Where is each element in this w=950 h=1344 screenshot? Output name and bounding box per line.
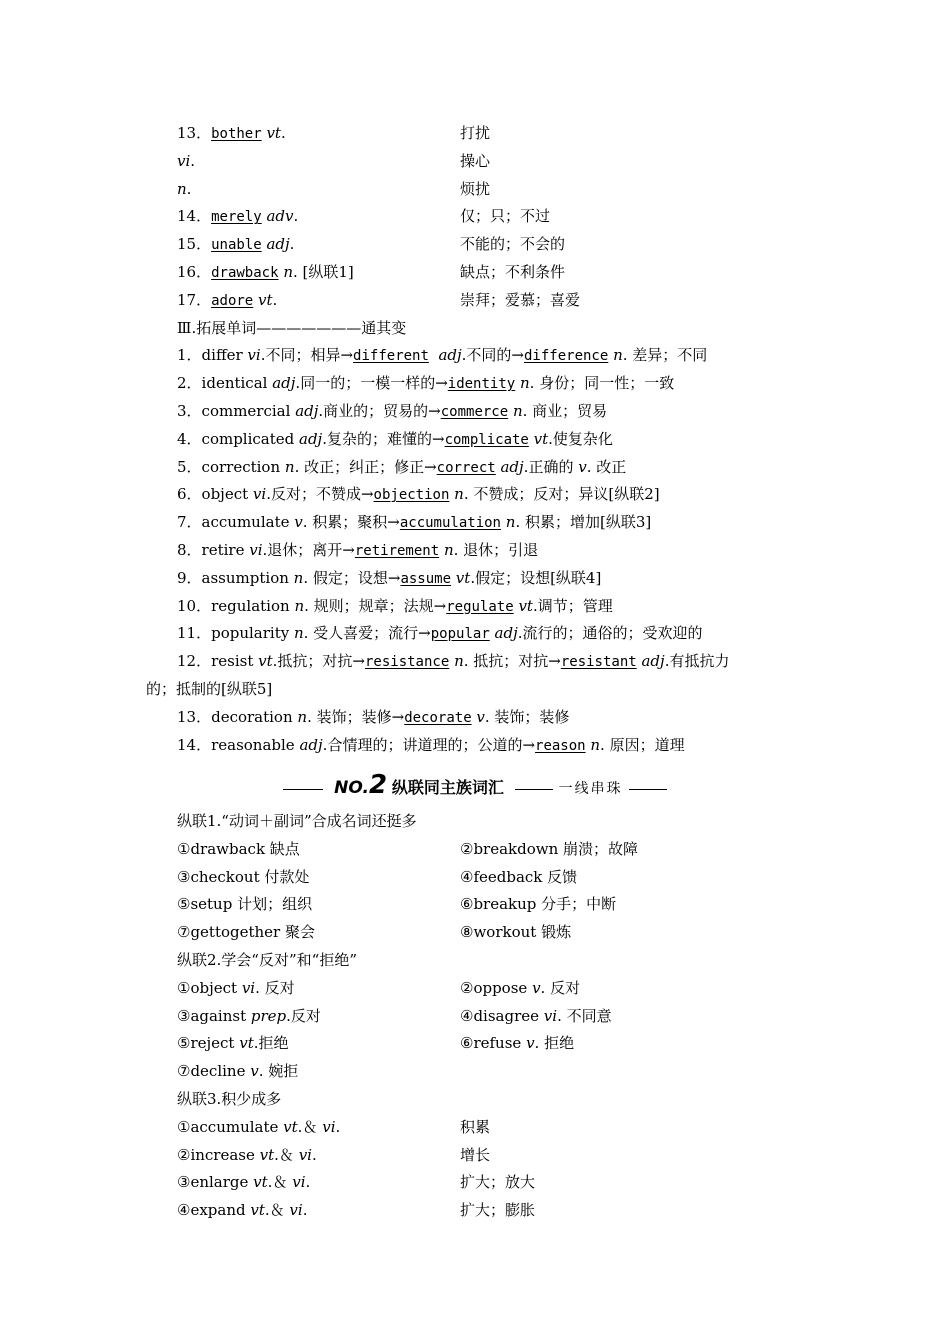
expand-word-text: 14．reasonable adj.合情理的；讲道理的；公道的→reason n. 原因；道理 — [177, 735, 685, 754]
group-word-left: ⑤setup 计划；组织 — [177, 895, 313, 914]
heading-rule-mid — [515, 789, 553, 790]
vocab-word: n. — [177, 179, 192, 198]
vocab-word: 17．adore vt. — [177, 290, 278, 309]
group-word-right: 扩大；膨胀 — [460, 1201, 536, 1220]
expand-word-text: 的；抵制的[纵联5] — [146, 680, 273, 698]
expand-word-text: 2．identical adj.同一的；一模一样的→identity n. 身份；同一性；一致 — [177, 374, 675, 393]
group-word-right: ⑧workout 锻炼 — [460, 923, 572, 942]
expand-word-text: 7．accumulate v. 积累；聚积→accumulation n. 积累；增加[纵联3] — [177, 513, 652, 532]
zonglian3-title-text: 纵联3.积少成多 — [177, 1090, 282, 1108]
heading-number: 2 — [368, 770, 388, 800]
section-heading-no2 — [0, 770, 950, 800]
expand-word-text: 13．decoration n. 装饰；装修→decorate v. 装饰；装修 — [177, 707, 570, 726]
vocab-word: 15．unable adj. — [177, 235, 295, 254]
section3-title: Ⅲ.拓展单词———————通其变 — [177, 318, 407, 337]
group-word-right: ④feedback 反馈 — [460, 867, 578, 886]
group-word-left: ②increase vt.＆ vi. — [177, 1145, 317, 1164]
vocab-word: 14．merely adv. — [177, 207, 299, 226]
group-word-left: ④expand vt.＆ vi. — [177, 1201, 308, 1220]
expand-word-text: 12．resist vt.抵抗；对抗→resistance n. 抵抗；对抗→resistant adj.有抵抗力 — [177, 652, 730, 671]
expand-word-text: 3．commercial adj.商业的；贸易的→commerce n. 商业；贸易 — [177, 402, 608, 420]
group-word-right: ⑥refuse v. 拒绝 — [460, 1034, 575, 1053]
group-word-left: ①object vi. 反对 — [177, 978, 295, 997]
group-word-right: 扩大；放大 — [460, 1173, 536, 1192]
group-word-left: ①drawback 缺点 — [177, 839, 300, 858]
group-word-right: ⑥breakup 分手；中断 — [460, 895, 617, 914]
group-word-right: 积累 — [460, 1117, 491, 1136]
group-word-right: ②oppose v. 反对 — [460, 978, 581, 997]
group-word-right: ②breakdown 崩溃；故障 — [460, 839, 639, 858]
group-word-left: ⑤reject vt.拒绝 — [177, 1034, 289, 1053]
vocab-meaning: 操心 — [460, 151, 491, 170]
expand-word-text: 10．regulation n. 规则；规章；法规→regulate vt.调节；管理 — [177, 596, 613, 615]
expand-word-text: 6．object vi.反对；不赞成→objection n. 不赞成；反对；异议[纵联2] — [177, 485, 660, 504]
expand-word-text: 5．correction n. 改正；纠正；修正→correct adj.正确的 v. 改正 — [177, 457, 627, 476]
vocab-meaning: 仅；只；不过 — [460, 207, 551, 226]
vocab-word: 13．bother vt. — [177, 124, 286, 142]
heading-rule-left — [283, 789, 323, 790]
heading-title: 纵联同主族词汇 — [391, 778, 504, 797]
heading-no-label: NO. — [334, 778, 369, 798]
expand-word-text: 4．complicated adj.复杂的；难懂的→complicate vt.使复杂化 — [177, 429, 613, 448]
heading-subtitle: 一线串珠 — [558, 781, 623, 797]
expand-word-text: 8．retire vi.退休；离开→retirement n. 退休；引退 — [177, 541, 539, 559]
expand-word-text: 9．assumption n. 假定；设想→assume vt.假定；设想[纵联4] — [177, 568, 602, 587]
heading-rule-right — [629, 789, 667, 790]
vocab-meaning: 烦扰 — [460, 179, 491, 198]
group-word-left: ⑦gettogether 聚会 — [177, 923, 315, 942]
vocab-meaning: 不能的；不会的 — [460, 235, 566, 254]
expand-word-text: 1．differ vi.不同；相异→different adj.不同的→difference n. 差异；不同 — [177, 346, 708, 365]
zonglian2-title-text: 纵联2.学会“反对”和“拒绝” — [177, 951, 357, 969]
group-word-left: ⑦decline v. 婉拒 — [177, 1062, 299, 1081]
vocab-word: 16．drawback n. [纵联1] — [177, 263, 354, 281]
zonglian1-title-text: 纵联1.“动词＋副词”合成名词还挺多 — [177, 812, 417, 830]
group-word-left: ①accumulate vt.＆ vi. — [177, 1117, 341, 1136]
group-word-left: ③enlarge vt.＆ vi. — [177, 1173, 311, 1192]
vocab-meaning: 缺点；不利条件 — [460, 263, 566, 281]
vocab-word: vi. — [177, 151, 196, 170]
group-word-right: ④disagree vi. 不同意 — [460, 1006, 612, 1025]
vocab-meaning: 打扰 — [460, 124, 491, 142]
vocab-meaning: 崇拜；爱慕；喜爱 — [460, 290, 581, 309]
group-word-right: 增长 — [460, 1145, 491, 1164]
group-word-left: ③checkout 付款处 — [177, 867, 310, 886]
group-word-left: ③against prep.反对 — [177, 1006, 321, 1025]
expand-word-text: 11．popularity n. 受人喜爱；流行→popular adj.流行的；通俗的；受欢迎的 — [177, 624, 703, 643]
